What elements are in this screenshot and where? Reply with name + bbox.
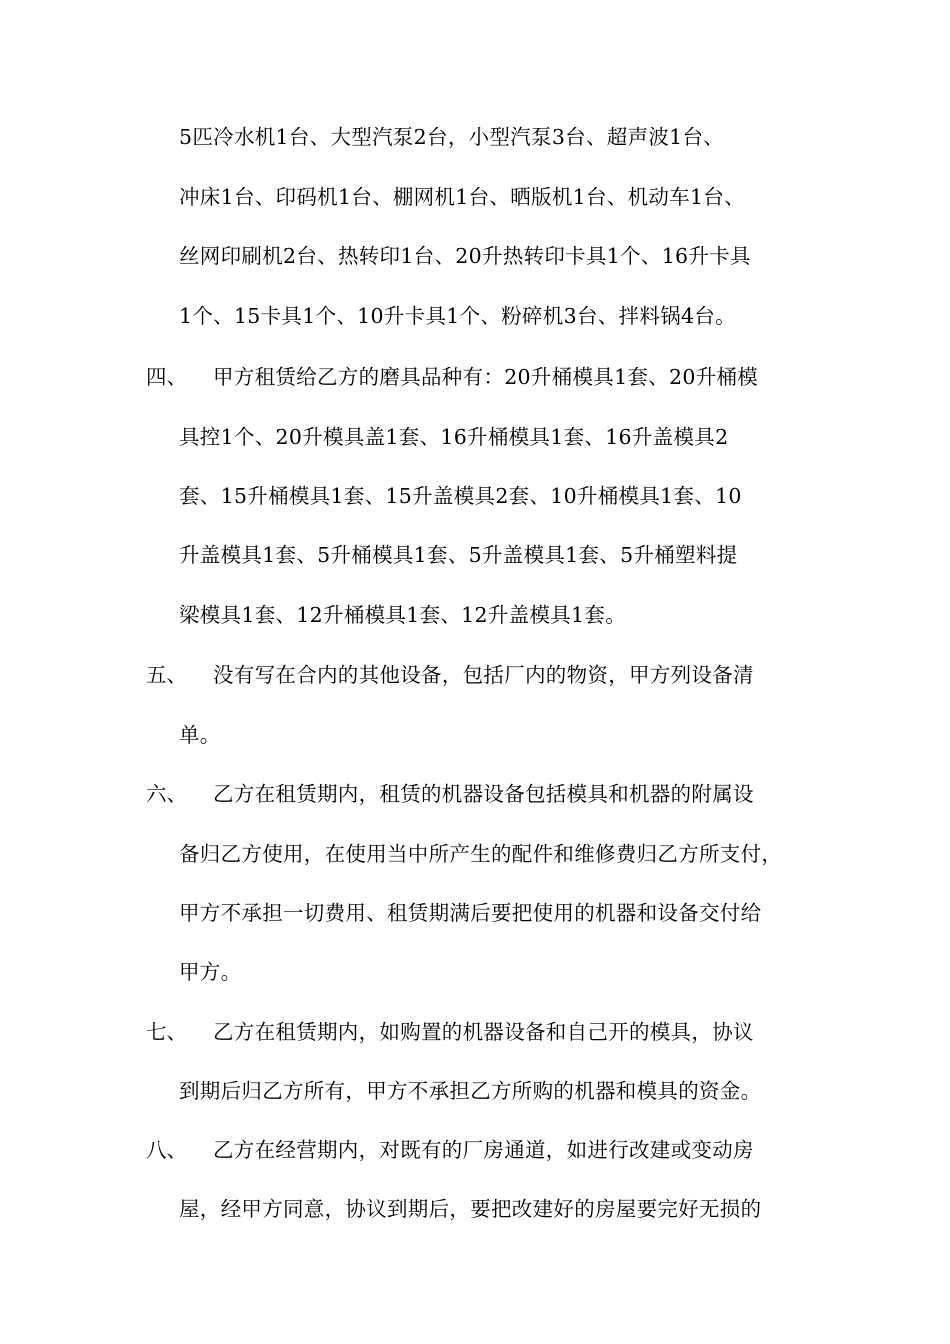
text-line: 具控1个、20升模具盖1套、16升桶模具1套、16升盖模具2 xyxy=(179,425,729,449)
text-line: 套、15升桶模具1套、15升盖模具2套、10升桶模具1套、10 xyxy=(179,484,742,508)
text-line: 梁模具1套、12升桶模具1套、12升盖模具1套。 xyxy=(179,603,626,627)
text-line: 单。 xyxy=(179,723,221,747)
text-line: 升盖模具1套、5升桶模具1套、5升盖模具1套、5升桶塑料提 xyxy=(179,543,738,567)
clause-number: 八、 xyxy=(146,1138,187,1162)
text-line: 丝网印刷机2台、热转印1台、20升热转印卡具1个、16升卡具 xyxy=(179,244,751,268)
text-line: 到期后归乙方所有，甲方不承担乙方所购的机器和模具的资金。 xyxy=(179,1079,762,1103)
clause-number: 六、 xyxy=(146,782,187,806)
clause-number: 五、 xyxy=(146,663,187,687)
text-line: 冲床1台、印码机1台、棚网机1台、晒版机1台、机动车1台、 xyxy=(179,185,745,209)
text-line: 甲方。 xyxy=(179,960,242,984)
text-line: 屋，经甲方同意，协议到期后，要把改建好的房屋要完好无损的 xyxy=(179,1197,762,1221)
text-line: 乙方在租赁期内，如购置的机器设备和自己开的模具，协议 xyxy=(213,1020,754,1044)
text-line: 备归乙方使用，在使用当中所产生的配件和维修费归乙方所支付， xyxy=(179,842,783,866)
text-line: 乙方在经营期内，对既有的厂房通道，如进行改建或变动房 xyxy=(213,1138,754,1162)
text-line: 没有写在合内的其他设备，包括厂内的物资，甲方列设备清 xyxy=(213,663,754,687)
text-line: 甲方不承担一切费用、租赁期满后要把使用的机器和设备交付给 xyxy=(179,901,762,925)
text-line: 1个、15卡具1个、10升卡具1个、粉碎机3台、拌料锅4台。 xyxy=(179,304,736,328)
text-line: 乙方在租赁期内，租赁的机器设备包括模具和机器的附属设 xyxy=(213,782,754,806)
text-line: 甲方租赁给乙方的磨具品种有：20升桶模具1套、20升桶模 xyxy=(213,365,759,389)
clause-number: 四、 xyxy=(146,365,187,389)
text-line: 5匹冷水机1台、大型汽泵2台，小型汽泵3台、超声波1台、 xyxy=(179,125,725,149)
clause-number: 七、 xyxy=(146,1020,187,1044)
